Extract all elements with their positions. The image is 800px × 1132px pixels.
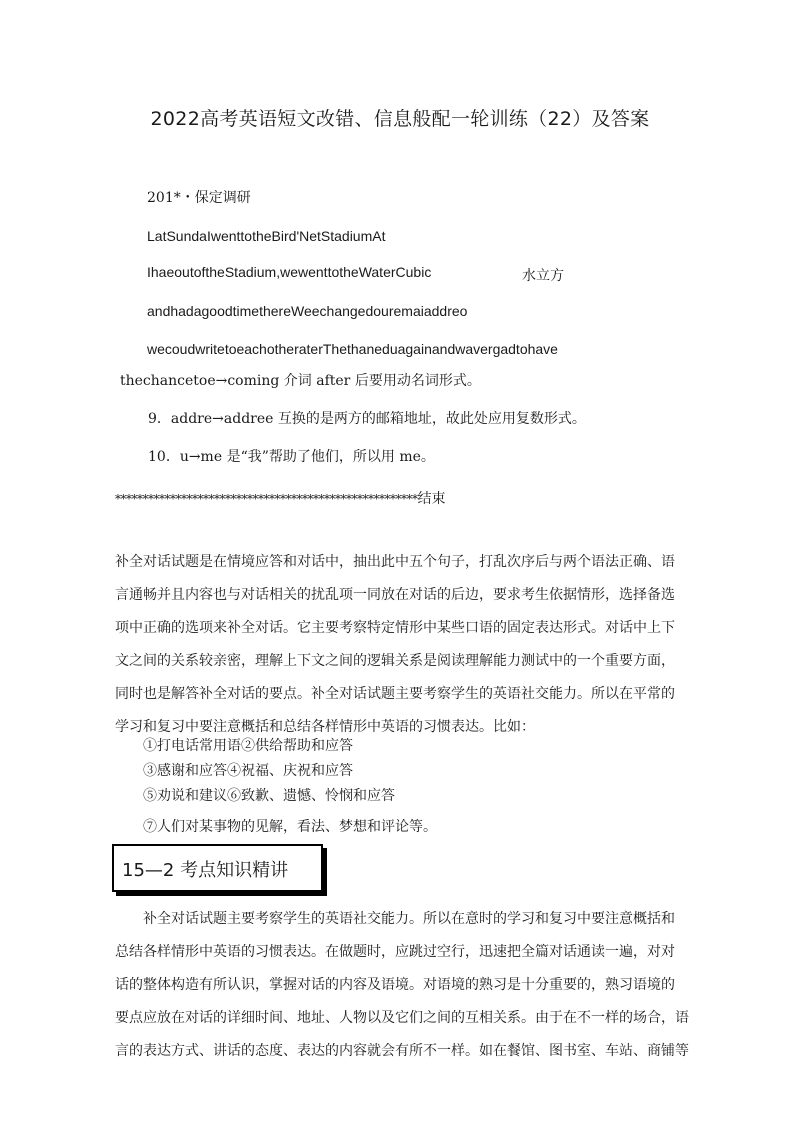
paragraph-line: 文之间的关系较亲密，理解上下文之间的逻辑关系是阅读理解能力测试中的一个重要方面， — [115, 653, 675, 669]
paragraph-line: 项中正确的选项来补全对话。它主要考察特定情形中某些口语的固定表达形式。对话中上下 — [115, 620, 675, 636]
essay-line-1: LatSundaIwenttotheBird'NetStadiumAt — [147, 228, 386, 244]
section-paragraph — [115, 903, 689, 1068]
paragraph-line: 言通畅并且内容也与对话相关的扰乱项一同放在对话的后边，要求考生依据情形，选择备选 — [115, 587, 675, 603]
end-label: 结束 — [417, 491, 446, 507]
paragraph-line: 学习和复习中要注意概括和总结各样情形中英语的习惯表达。比如： — [115, 719, 535, 735]
paragraph-line: 话的整体构造有所认识，掌握对话的内容及语境。对语境的熟习是十分重要的，熟习语境的 — [115, 977, 675, 993]
paragraph-line: 同时也是解答补全对话的要点。补全对话试题主要考察学生的英语社交能力。所以在平常的 — [115, 686, 675, 702]
list-item: ⑤劝说和建议⑥致歉、遗憾、怜悯和应答 — [143, 788, 395, 804]
section-heading-box — [112, 844, 323, 892]
source-line: 201*・保定调研 — [147, 190, 251, 206]
list-item: ①打电话常用语②供给帮助和应答 — [143, 738, 353, 754]
intro-paragraph — [115, 546, 675, 744]
section-heading: 15—2 考点知识精讲 — [122, 860, 289, 881]
essay-line-3: andhadagoodtimethereWeechangedouremaiaddreo — [147, 303, 468, 319]
paragraph-line: 言的表达方式、讲话的态度、表达的内容就会有所不一样。如在餐馆、图书室、车站、商铺等 — [115, 1043, 689, 1059]
answer-8: thechancetoe→coming 介词 after 后要用动名词形式。 — [120, 373, 481, 389]
paragraph-line: 总结各样情形中英语的习惯表达。在做题时，应跳过空行，迅速把全篇对话通读一遍，对对 — [115, 944, 675, 960]
paragraph-line: 要点应放在对话的详细时间、地址、人物以及它们之间的互相关系。由于在不一样的场合，语 — [115, 1010, 689, 1026]
side-note: 水立方 — [522, 268, 564, 284]
star-divider: ******************************************************* — [115, 492, 418, 506]
list-item: ③感谢和应答④祝福、庆祝和应答 — [143, 763, 353, 779]
paragraph-line: 补全对话试题是在情境应答和对话中，抽出此中五个句子，打乱次序后与两个语法正确、语 — [115, 554, 675, 570]
answer-9: 9．addre→addree 互换的是两方的邮箱地址，故此处应用复数形式。 — [148, 411, 586, 427]
paragraph-line: 补全对话试题主要考察学生的英语社交能力。所以在意时的学习和复习中要注意概括和 — [143, 911, 675, 927]
list-item: ⑦人们对某事物的见解，看法、梦想和评论等。 — [143, 819, 437, 835]
page-title: 2022高考英语短文改错、信息般配一轮训练（22）及答案 — [150, 108, 650, 130]
essay-line-2: IhaeoutoftheStadium,wewenttotheWaterCubic — [147, 264, 432, 280]
essay-line-4: wecoudwritetoeachotheraterThethaneduagainandwavergadtohave — [147, 341, 558, 357]
end-marker — [115, 488, 446, 508]
answer-10: 10．u→me 是“我”帮助了他们，所以用 me。 — [148, 449, 435, 465]
